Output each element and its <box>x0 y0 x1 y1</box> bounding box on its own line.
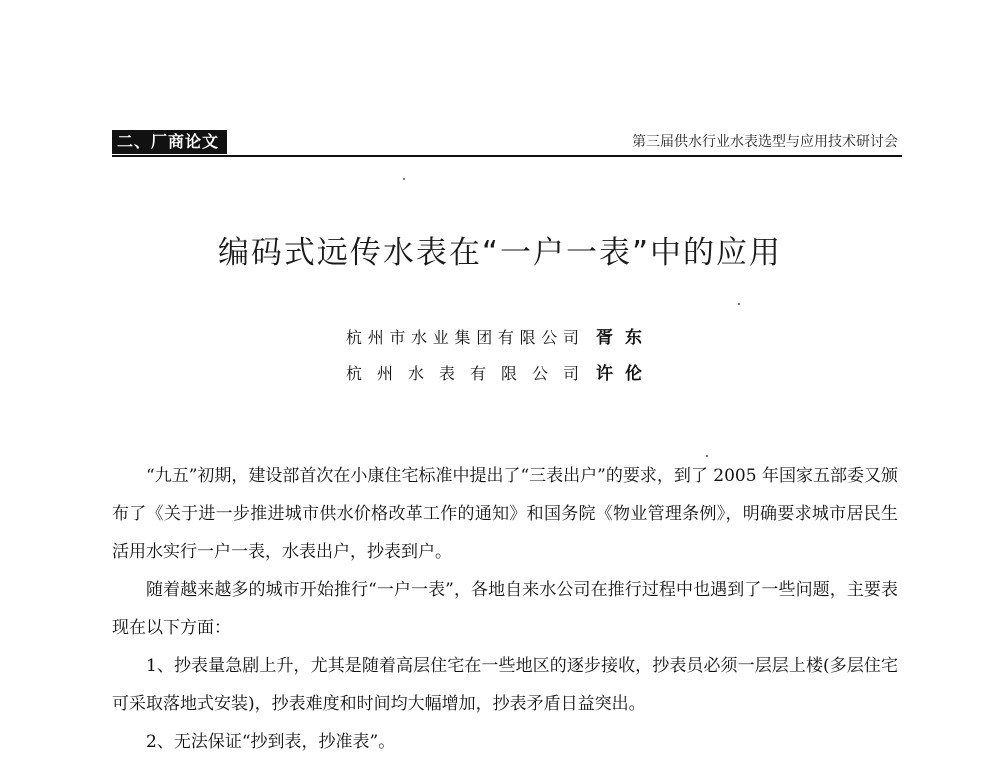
list-paragraph: 1、抄表量急剧上升，尤其是随着高层住宅在一些地区的逐步接收，抄表员必须一层层上楼(多层住宅可采取落地式安装)，抄表难度和时间均大幅增加，抄表矛盾日益突出。 <box>112 656 898 714</box>
author-line <box>346 362 654 386</box>
author-name: 胥东 <box>596 328 654 348</box>
section-tag: 二、厂商论文 <box>112 130 227 154</box>
author-organization: 杭州水表有限公司 <box>346 364 580 383</box>
author-line <box>346 326 654 350</box>
list-paragraph: 2、无法保证“抄到表，抄准表”。 <box>146 732 396 752</box>
scan-speck <box>403 178 405 180</box>
header-rule <box>112 155 902 157</box>
scan-speck <box>706 455 708 457</box>
author-name: 许伦 <box>596 364 654 384</box>
scan-speck <box>738 303 740 305</box>
conference-title: 第三届供水行业水表选型与应用技术研讨会 <box>632 134 898 150</box>
paper-title: 编码式远传水表在“一户一表”中的应用 <box>217 235 783 271</box>
body-text <box>112 457 898 761</box>
paragraph: “九五”初期，建设部首次在小康住宅标准中提出了“三表出户”的要求，到了 2005 年国家五部委又颁布了《关于进一步推进城市供水价格改革工作的通知》和国务院《物业管理条例》，明确要求城市居民生活用水实行一户一表，水表出户，抄表到户。 <box>112 466 898 562</box>
paragraph: 随着越来越多的城市开始推行“一户一表”，各地自来水公司在推行过程中也遇到了一些问题，主要表现在以下方面： <box>112 580 898 638</box>
running-header <box>112 130 902 158</box>
author-organization: 杭州市水业集团有限公司 <box>346 328 580 347</box>
